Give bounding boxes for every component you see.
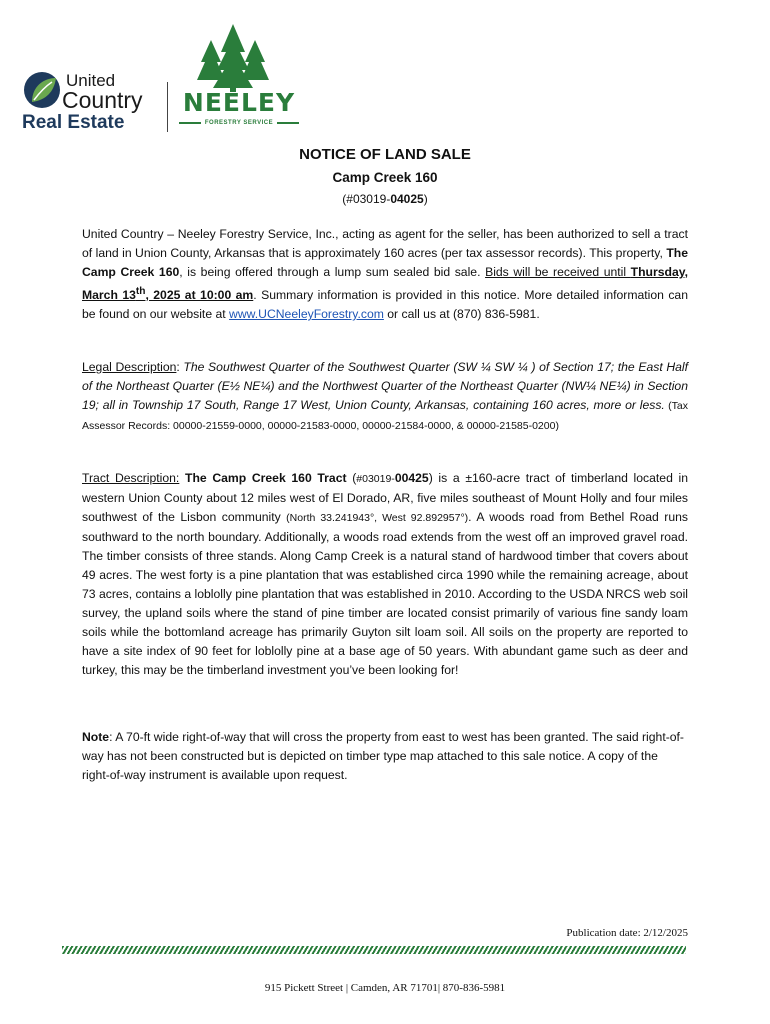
footer-address: 915 Pickett Street | Camden, AR 71701| 870-836-5981 xyxy=(264,982,506,994)
website-link[interactable]: www.UCNeeleyForestry.com xyxy=(229,307,384,322)
neeley-tagline: FORESTRY SERVICE xyxy=(204,120,274,126)
neeley-rule-right xyxy=(277,122,299,124)
note-paragraph: Note: A 70-ft wide right-of-way that will cross the property from east to west has been granted. The said right-of-way has not been constructed but is depicted on timber type map attached to this sale notice. A copy of the right-of-way instrument is available upon request. xyxy=(82,730,684,782)
pine-trees-icon xyxy=(193,22,273,92)
tract-description-label: Tract Description: xyxy=(82,471,180,485)
letterhead xyxy=(20,22,320,137)
tract-description: Tract Description: The Camp Creek 160 Tract (#03019-00425) is a ±160-acre tract of timberland located in western Union County about 12 miles west of El Dorado, AR, five miles southeast of Mount Holly and four miles southwest of the Lisbon community (North 33.241943°, West 92.892957°). A woods road from Bethel Road runs southward to the north boundary. Additionally, a woods road extends from the west off an improved gravel road. The timber consists of three stands. Along Camp Creek is a natural stand of hardwood timber that covers about 49 acres. The west forty is a pine plantation that was established circa 1990 while the remaining acreage, about 73 acres, contains a loblolly pine plantation that was established in 2010. According to the USDA NRCS web soil survey, the upland soils where the stand of pine timber are located consist primarily of various fine sandy loam soils while the bottomland acreage has primarily Guyton silt loam soil. All soils on the property are reported to have a site index of 90 feet for loblolly pine at a base age of 50 years. With abundant game such as deer and turkey, this may be the timberland investment you’ve been looking for! xyxy=(82,471,689,677)
listing-number: (#03019-04025) xyxy=(342,192,428,206)
uc-logo-word-united: United xyxy=(66,71,116,90)
notice-title: NOTICE OF LAND SALE xyxy=(299,146,471,163)
legal-description: Legal Description: The Southwest Quarter of the Southwest Quarter (SW ¼ SW ¼ ) of Section 17; the East Half of the Northeast Quarter (E½ NE¼) and the Northwest Quarter of the Northeast Quarter (NW¼ NE¼) in Section 19; all in Township 17 South, Range 17 West, Union County, Arkansas, containing 160 acres, more or less. (Tax Assessor Records: 00000-21559-0000, 00000-21583-0000, 00000-21584-0000, & 00000-21585-0200) xyxy=(82,360,688,432)
property-name: Camp Creek 160 xyxy=(332,170,438,185)
footer-divider xyxy=(62,946,686,954)
intro-paragraph: United Country – Neeley Forestry Service, Inc., acting as agent for the seller, has been authorized to sell a tract of land in Union County, Arkansas that is approximately 160 acres (per tax assessor records). This property, The Camp Creek 160, is being offered through a lump sum sealed bid sale. Bids will be received until Thursday, March 13th, 2025 at 10:00 am. Summary information is provided in this notice. More detailed information can be found on our website at www.UCNeeleyForestry.com or call us at (870) 836-5981. xyxy=(82,227,689,322)
uc-logo-word-country: Country xyxy=(62,87,143,113)
publication-date: Publication date: 2/12/2025 xyxy=(566,927,688,939)
logo-divider xyxy=(167,82,168,132)
bid-deadline: Bids will be received until Thursday, March 13th, 2025 at 10:00 am xyxy=(82,265,689,303)
united-country-logo xyxy=(20,64,160,134)
neeley-forestry-logo xyxy=(175,22,305,137)
uc-logo-word-real-estate: Real Estate xyxy=(22,112,125,133)
leaf-globe-icon xyxy=(22,70,62,110)
legal-description-label: Legal Description xyxy=(82,360,177,374)
neeley-wordmark: NEELEY xyxy=(182,88,296,117)
